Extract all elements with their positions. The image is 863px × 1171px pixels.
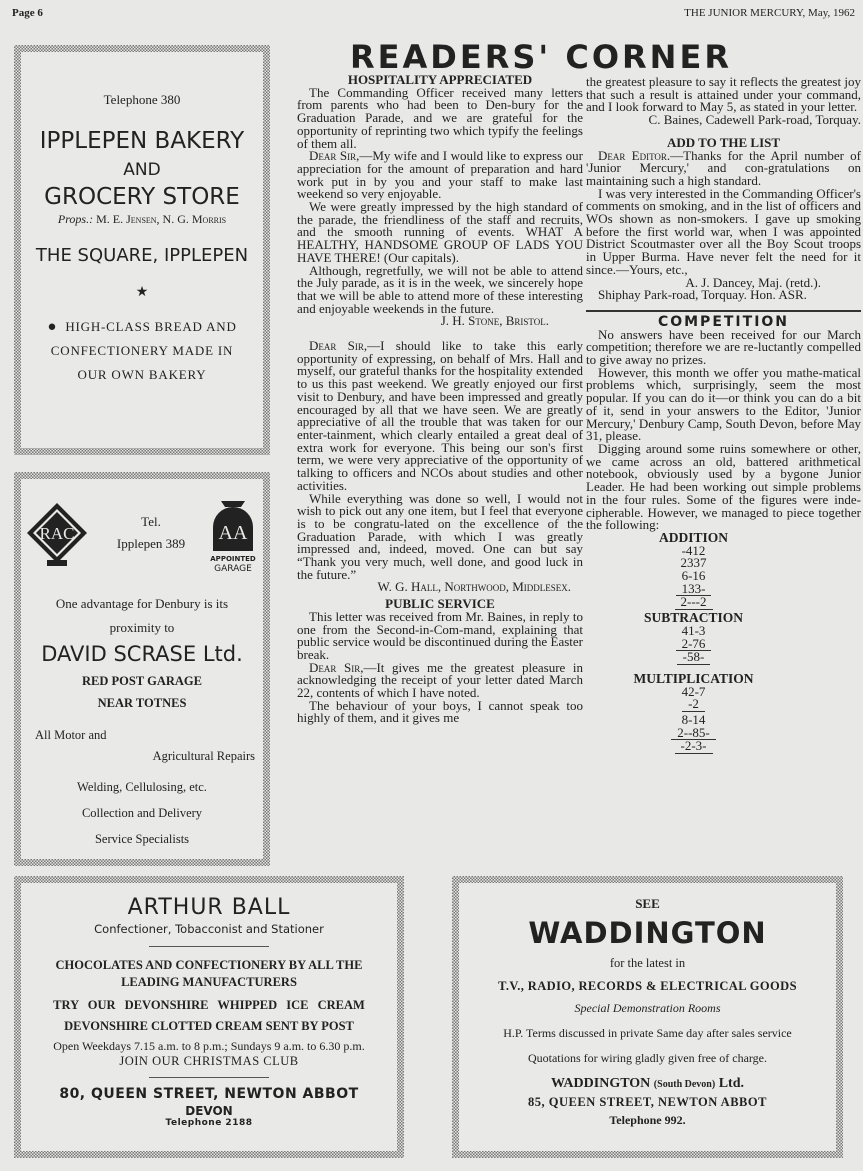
right-column [586,76,861,754]
publication-header: THE JUNIOR MERCURY, May, 1962 [684,7,855,19]
ad-ipplepen-bakery [14,45,270,455]
ad-intro: One advantage for Denbury is its [55,596,229,611]
letter-paragraph: the greatest pleasure to say it reflects the greatest joy that such a result is attained under your command, and I look forward to May 5, as stated in your letter. [586,74,861,115]
aa-logo-icon [203,493,263,575]
ad-service-1: All Motor and [35,728,107,742]
ad-business-name: IPPLEPEN BAKERY [39,128,245,154]
ad-rooms: Special Demonstration Rooms [574,1001,721,1015]
ad-business-name: WADDINGTON [528,916,767,950]
ad-line: CHOCOLATES AND CONFECTIONERY BY ALL THE [55,958,363,972]
ad-terms: H.P. Terms discussed in private Same day after sales service [503,1026,792,1040]
ad-david-scrase [14,472,270,866]
puzzle-subtraction: SUBTRACTION 41-3 2-76 -58- [643,610,744,665]
ad-phone: Telephone 2188 [165,1118,253,1128]
article-paragraph: This letter was received from Mr. Baines, in reply to one from the Second-in-Com-mand, explaining that public service would be discontinued during the Easter break. [297,608,583,662]
divider [149,1077,269,1078]
ad-service-4: Collection and Delivery [81,806,203,820]
letter-paragraph: I was very interested in the Commanding Officer's comments on smoking, and in the list of officers and WOs shown as non-smokers. I gave up smoking before the first world war, when I was appointed District Scoutmaster over all the Boy Scout troops in Upper Burma. Have never felt the need for it since.—Yours, etc., [586,185,861,277]
ad-address: 80, QUEEN STREET, NEWTON ABBOT [59,1086,359,1102]
ad-address: 85, QUEEN STREET, NEWTON ABBOT [528,1095,767,1109]
ad-bakery-description: ● HIGH-CLASS BREAD AND CONFECTIONERY MADE IN OUR OWN BAKERY [47,319,237,382]
ad-telephone: Telephone 380 [103,92,181,107]
ad-service-3: Welding, Cellulosing, etc. [77,780,207,794]
svg-text:APPOINTED: APPOINTED [210,555,256,563]
section-divider [586,310,861,312]
letter-paragraph: Dear Editor.—Thanks for the April number of 'Junior Mercury,' and con-gratulations on maintaining such a high standard. [586,147,861,188]
ad-address: THE SQUARE, IPPLEPEN [35,245,249,266]
ad-garage-location: NEAR TOTNES [97,696,187,710]
ad-tel-label: Tel. [141,514,161,529]
rac-logo-icon [25,501,89,567]
svg-text:RAC: RAC [39,524,75,543]
letter-paragraph: The behaviour of your boys, I cannot speak too highly of them, and it gives me [297,697,583,726]
article-paragraph: The Commanding Officer received many letters from parents who had been to Den-bury for the Graduation Parade, and we are grateful for the opportunity of reprinting two which typify the feelings of them all. [297,84,583,151]
puzzle-addition: ADDITION -412 2337 6-16 133- 2---2 [658,529,728,610]
ad-intro-2: proximity to [109,620,175,635]
ad-county: DEVON [185,1104,233,1118]
letter-signature: C. Baines, Cadewell Park-road, Torquay. [648,112,861,128]
letter-signature: A. J. Dancey, Maj. (retd.). [685,274,821,290]
article-paragraph: No answers have been received for our March competition; therefore we are re-luctantly compelled to give away no prizes. [586,326,861,368]
ad-and: AND [123,160,161,180]
ad-waddington [452,876,843,1158]
ad-latest: for the latest in [609,956,686,970]
ad-hours: Open Weekdays 7.15 a.m. to 8 p.m.; Sundays 9 a.m. to 6.30 p.m. [53,1039,365,1053]
letter-signature: J. H. Stone, Bristol. [440,313,549,329]
letter-paragraph: While everything was done so well, I would not wish to pick out any one item, but I feel that everyone is to be congratu-lated on the excellence of the Graduation Parade, with which I was greatly impressed and, indeed, moved. One can but say “Thank you very much, well done, and good luck in the future.” [297,490,583,582]
ad-service-5: Service Specialists [94,832,190,846]
divider [149,946,269,947]
ad-quotations: Quotations for wiring gladly given free of charge. [527,1051,768,1065]
page-number: Page 6 [12,7,43,19]
competition-heading: COMPETITION [657,313,790,330]
letter-paragraph: Although, regretfully, we will not be able to attend the July parade, as it is in the week, we sincerely hope that we will be able to attend more of these interesting and enjoyable weekends in the future. [297,262,583,316]
middle-column [297,74,583,725]
letter-signature: W. G. Hall, Northwood, Middlesex. [377,579,571,595]
article-heading: PUBLIC SERVICE [385,596,495,612]
ad-business-name-2: GROCERY STORE [44,184,240,210]
ad-arthur-ball [14,876,404,1158]
ad-business-name: DAVID SCRASE Ltd. [41,642,243,666]
page-title: READERS' CORNER [350,38,732,76]
ad-company: WADDINGTON (South Devon) Ltd. [550,1076,744,1091]
svg-text:AA: AA [218,522,248,544]
ad-line: LEADING MANUFACTURERS [121,975,297,989]
letter-signature-address: Shiphay Park-road, Torquay. Hon. ASR. [598,287,807,303]
article-heading: HOSPITALITY APPRECIATED [347,72,533,87]
ad-business-name: ARTHUR BALL [127,895,291,920]
ad-see: SEE [635,896,660,911]
letter-paragraph: Dear Sir,—I should like to take this early opportunity of expressing, on behalf of Mrs. Hall and myself, our grateful thanks for the hospitality extended to us this past weekend. We greatly enjoyed our first visit to Denbury, and have been impressed and greatly encouraged by all that we have seen. We are greatly appreciative of all the trouble that was taken for our enter-tainment, which clearly entailed a great deal of extra work for everyone. This being our son's first term, we were very appreciative of the opportunity of talking to officers and NCOs about studies and other activities. [297,338,583,493]
ad-garage-name: RED POST GARAGE [82,674,202,688]
ad-goods: T.V., RADIO, RECORDS & ELECTRICAL GOODS [498,979,797,993]
letter-paragraph: Dear Sir,—It gives me the greatest pleasure in acknowledging the receipt of your letter dated March 22, contents of which I have noted. [297,659,583,701]
ad-phone: Telephone 992. [609,1113,686,1127]
ad-proprietors: Props.: M. E. Jensen, N. G. Morris [57,212,227,226]
ad-tel-number: Ipplepen 389 [116,536,186,551]
puzzle-multiplication: MULTIPLICATION 42-7 -2 8-14 2--85- -2-3- [633,670,754,754]
ad-trade: Confectioner, Tobacconist and Stationer [94,922,324,936]
svg-text:GARAGE: GARAGE [214,564,252,574]
article-paragraph: Digging around some ruins somewhere or other, we came across an old, battered arithmetical notebook, obviously used by a bygone Junior Leader. He had been working out simple problems in the four rules. Some of the figures were inde-cipherable. However, we managed to piece together the following: [586,440,861,533]
ad-line: TRY OUR DEVONSHIRE WHIPPED ICE CREAM [53,998,365,1012]
bullet-icon: ● [47,319,58,335]
ad-line: DEVONSHIRE CLOTTED CREAM SENT BY POST [64,1019,354,1033]
ad-service-2: Agricultural Repairs [152,749,255,763]
star-icon: ★ [135,285,149,300]
article-heading: ADD TO THE LIST [666,134,781,150]
letter-paragraph: We were greatly impressed by the high standard of the parade, the friendliness of the staff and recruits, and the smooth running of events. WHAT A HEALTHY, HANDSOME GROUP OF LADS YOU HAVE THERE! (Our capitals). [297,199,583,265]
ad-club: JOIN OUR CHRISTMAS CLUB [119,1054,299,1068]
letter-paragraph: Dear Sir,—My wife and I would like to express our appreciation for the amount of preparation and hard work put in by you and your staff to make last weekend so very enjoyable. [297,148,583,202]
article-paragraph: However, this month we offer you mathe-matical problems which, surprisingly, seem the most popular. If you can do it—or think you can do a bit of it, send in your answers to the Editor, 'Junior Mercury,' Denbury Camp, South Devon, before May 31, please. [586,364,861,444]
